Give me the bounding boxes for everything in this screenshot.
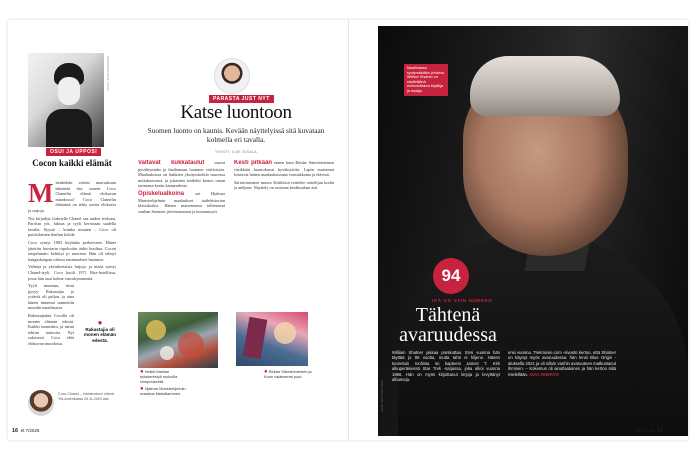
photo-credit: KUVA: SHUTTERSTOCK [106, 56, 110, 91]
section-tag: IKÄ ON VAIN NUMERO [432, 298, 493, 303]
sidebar-paragraph: Rakastajiakin Cocolla oli monen elämän edestä. Kaikki tunnettiin, ja niistä tehtiin tarinoita. Nyt suloisesti Coco elää elokuvan muodossa. [28, 313, 74, 347]
article-headline: Katse luontoon [180, 102, 292, 123]
image-caption: ● Heikki Marilan työskentelyä ruukuilla vinepuukehät. [140, 369, 178, 384]
page-number-right: et 7/2025 17 [636, 428, 664, 434]
author-credit: Coco Chanel – intohimoisen elämä Ylä-Amerikassa 26.11.2024 asti. [58, 392, 114, 401]
columnist-avatar [214, 58, 250, 94]
article-paragraph: Särestöniemen museo Kittilässä esittelee taiteilijan kodin ja ateljeen. Näyttely on avoinna kesäkuuhun asti. [234, 179, 334, 191]
article-column-1: William Shatner jaksaa porskuttaa. Ensi vuonna hän täyttää jo 95 vuotta, mutta tahti ei hiljene. Hänen tunnetuin roolinsa on kapteeni James T. Kirk alkuperäisessä Star Trek -sarjassa, joka alkoi vuonna 1966. Hän on myös kirjoittanut kirjoja ja levyttänyt albumeja. [392, 350, 500, 383]
subheading: Opiskelualkoina [138, 190, 185, 197]
article-paragraph: ensi vuonna. Trekmovie.com -sivusto kertoo, että Shatner on käynyt myös avaruudessa: hän lensi Blue Origin -aluksella 2021 ja oli silloin vanhin avaruuteen matkustanut ihminen. – Kokemus oli ainutlaatuinen ja hän kertoo siitä mielellään. [508, 350, 616, 377]
sidebar-paragraph: Tyyli muuttuu, nimi pysyy. Rakastajia ja ystäviä oli paljon, ja aina hänen nimensä tunnettiin muodin maailmassa. [28, 283, 74, 311]
image-caption: ● Hjalmar Munsterhjelmin maalaus Metsälammen. [140, 386, 186, 396]
article-paragraph: sai Hjalmar Munsterhjelmin maalaukset taidehistorian klassikoiksi. Hänen maisemansa tallentavat vanhan Suomen järvimaisemat ja kuutamoyöt. [138, 190, 225, 214]
coco-chanel-photo [28, 53, 104, 147]
image-caption: ● Reidar Särestöniemen ja Kuun valaisemat puut. [264, 369, 312, 379]
sidebar-paragraph: Coco syntyi 1883 köyhään perheeseen. Hänet jätettiin luostarin orpokotiin äidin kuoltua. Cocon ompelutaito kehittyi jo nuorena. Hän oli tehnyt kangaskaupan ohessa ensimmäiset hattunsa. [28, 239, 116, 262]
sidebar-body [28, 180, 116, 406]
photo-credit: KUVA: SHUTTERSTOCK [380, 380, 384, 412]
section-tag: PARASTA JUST NYT [209, 95, 274, 103]
section-tag: OSUI JA UPPOSI [46, 148, 101, 156]
page-gutter [348, 20, 349, 440]
article-paragraph: ennen kuin Reidar Särestöniemen värikkäät luontokuvat hyväksyttiin. Lapin maisemat loistavat hänen maalauksissaan voimakkaina ja elävinä. [234, 160, 334, 178]
lapland-painting-image [236, 312, 308, 366]
sidebar-paragraph: itenköhän valaisi marraskuun hämärää itse suuren Coco Chanelin elämä elokuvan muodossa? Coco Chanelin elämästä on tehty useita elokuvia ja sarjoja. [28, 180, 116, 213]
sidebar-paragraph: Valtteja ja yksinkertaisia linjoja, ja niistä syntyi Chanel-tyyli. Coco kuoli 1971 Ritz-hotellissa, jossa hän asui kolme vuosikymmentä. [28, 264, 116, 281]
article-deck: Suomen luonto on kaunis. Kevään näyttelyissä sitä kuvataan kolmella eri tavalla. [147, 126, 325, 144]
author-avatar [28, 390, 54, 416]
article-column-1 [138, 160, 225, 320]
bullet-icon: ● [97, 318, 103, 327]
pull-quote [78, 320, 122, 343]
sidebar-title: Cocon kaikki elämät [32, 158, 112, 168]
article-column-2 [234, 160, 334, 320]
magazine-spread [8, 20, 688, 440]
pull-quote-text: Rakastajia oli monen elämän edestä. [83, 326, 117, 343]
article-headline: Tähtenä avaruudessa [399, 304, 497, 346]
sidebar-paragraph: Nyt kirjailija Gabrielle Chanel saa uuden teoksen. Pariisin yöt, luksus ja tyyli kerrotaan uudella tavalla. Syystä – kuinka muuten – Coco oli pariisilaisten ihailun kohde. [28, 215, 116, 238]
bullet-icon: ● [140, 386, 144, 392]
subheading: Valtavat kukkataulut [138, 160, 205, 166]
age-number-badge: 94 [433, 258, 469, 294]
subheading: Kesti pitkään [234, 160, 273, 166]
bullet-icon: ● [140, 369, 144, 375]
bullet-icon: ● [264, 369, 268, 375]
byline: TEKSTI: ILSE ÖISALA [215, 150, 257, 154]
flower-painting-image [138, 312, 218, 368]
page-number-left: 16 et 7/2025 [12, 428, 40, 434]
article-paragraph: saavat pysähtymään ja ihailemaan luonnon väriloistoa. Maalauksissa on kukkien yksityiskohtia suuressa mittakaavassa, ja jokainen terälehti kertoo oman tarinansa kesän kauneudesta. [138, 160, 225, 189]
article-column-2 [508, 350, 616, 430]
photo-caption: Maailmassa syntymästään johtanut William Shatner on näyttelijänä ennenkaikkea kirjailija ja laulaja. [404, 64, 448, 96]
dropcap: M [28, 180, 54, 208]
author-signature: SUVI SINERVO [529, 371, 559, 377]
